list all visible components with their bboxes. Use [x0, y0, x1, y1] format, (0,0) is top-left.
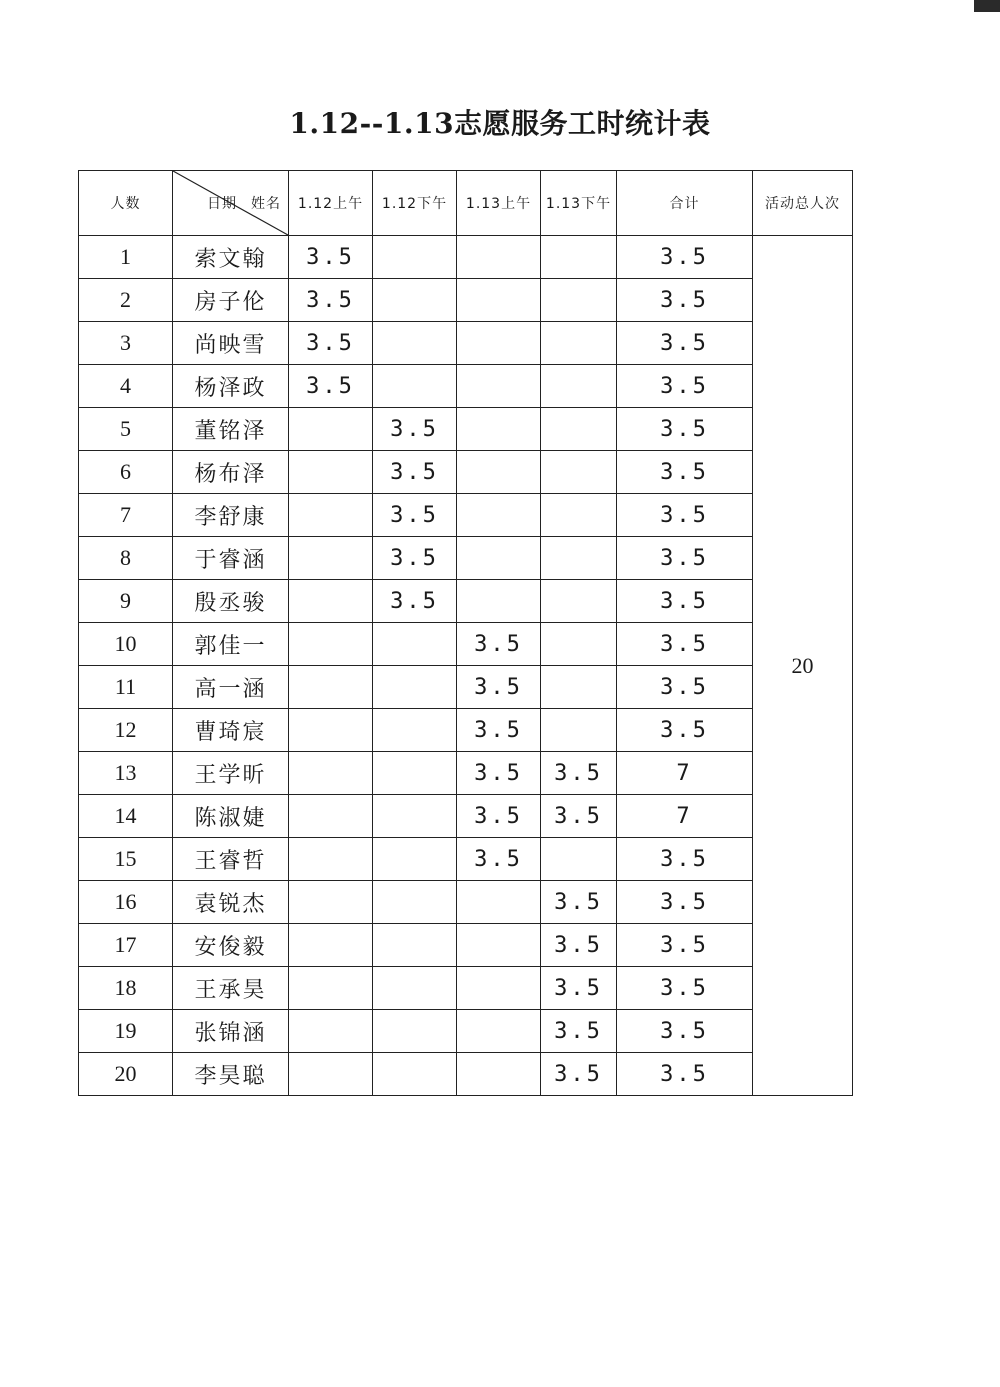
hours-1-13-am: 3.5 [457, 752, 541, 795]
hours-1-13-pm [541, 365, 617, 408]
row-total: 7 [617, 795, 753, 838]
hours-1-13-pm [541, 709, 617, 752]
hours-1-13-am [457, 967, 541, 1010]
hours-1-13-am [457, 494, 541, 537]
volunteer-name: 于睿涵 [173, 537, 289, 580]
hours-1-12-am [289, 494, 373, 537]
table-row [79, 494, 853, 537]
hours-1-13-pm [541, 623, 617, 666]
volunteer-name: 索文翰 [173, 236, 289, 279]
hours-1-13-am: 3.5 [457, 838, 541, 881]
table-row [79, 279, 853, 322]
hours-1-13-pm [541, 408, 617, 451]
hours-1-13-am: 3.5 [457, 795, 541, 838]
volunteer-name: 安俊毅 [173, 924, 289, 967]
hours-1-12-am: 3.5 [289, 365, 373, 408]
hours-1-12-am [289, 451, 373, 494]
hours-1-12-pm [373, 967, 457, 1010]
header-activity-total: 活动总人次 [753, 171, 853, 236]
hours-1-13-pm: 3.5 [541, 924, 617, 967]
volunteer-name: 张锦涵 [173, 1010, 289, 1053]
row-number: 7 [79, 494, 173, 537]
volunteer-name: 李舒康 [173, 494, 289, 537]
hours-1-12-am [289, 408, 373, 451]
header-total: 合计 [617, 171, 753, 236]
hours-1-12-am [289, 924, 373, 967]
hours-1-13-pm [541, 494, 617, 537]
hours-1-13-pm: 3.5 [541, 1053, 617, 1096]
row-number: 4 [79, 365, 173, 408]
hours-1-13-pm: 3.5 [541, 881, 617, 924]
table-row [79, 408, 853, 451]
hours-1-13-am [457, 1010, 541, 1053]
row-total: 3.5 [617, 279, 753, 322]
hours-1-12-pm [373, 924, 457, 967]
row-total: 3.5 [617, 623, 753, 666]
hours-1-12-pm [373, 838, 457, 881]
hours-1-13-am [457, 365, 541, 408]
hours-1-12-pm [373, 752, 457, 795]
table-row [79, 1053, 853, 1096]
hours-1-13-pm: 3.5 [541, 1010, 617, 1053]
row-number: 16 [79, 881, 173, 924]
hours-1-12-pm: 3.5 [373, 408, 457, 451]
row-number: 14 [79, 795, 173, 838]
row-total: 3.5 [617, 537, 753, 580]
row-total: 3.5 [617, 666, 753, 709]
volunteer-name: 郭佳一 [173, 623, 289, 666]
hours-1-13-am [457, 279, 541, 322]
header-row [79, 171, 853, 236]
header-date: 日期 [207, 196, 237, 212]
scan-edge-mark [974, 0, 1000, 12]
volunteer-name: 殷丞骏 [173, 580, 289, 623]
table-row [79, 236, 853, 279]
row-number: 9 [79, 580, 173, 623]
hours-1-13-pm [541, 537, 617, 580]
row-number: 12 [79, 709, 173, 752]
row-number: 20 [79, 1053, 173, 1096]
hours-1-12-am [289, 838, 373, 881]
header-session-3: 1.13上午 [457, 171, 541, 236]
hours-1-12-pm [373, 795, 457, 838]
hours-1-13-am [457, 322, 541, 365]
row-number: 17 [79, 924, 173, 967]
hours-1-12-am [289, 709, 373, 752]
table-row [79, 623, 853, 666]
hours-1-13-pm [541, 580, 617, 623]
hours-1-13-pm: 3.5 [541, 967, 617, 1010]
table-row [79, 451, 853, 494]
hours-1-13-pm: 3.5 [541, 795, 617, 838]
volunteer-name: 房子伦 [173, 279, 289, 322]
hours-1-13-am [457, 1053, 541, 1096]
volunteer-name: 曹琦宸 [173, 709, 289, 752]
table-row [79, 795, 853, 838]
hours-1-13-am [457, 881, 541, 924]
volunteer-name: 董铭泽 [173, 408, 289, 451]
hours-1-13-am: 3.5 [457, 666, 541, 709]
hours-1-13-pm [541, 279, 617, 322]
hours-1-13-am: 3.5 [457, 623, 541, 666]
hours-1-12-am [289, 967, 373, 1010]
hours-1-12-am: 3.5 [289, 236, 373, 279]
row-total: 3.5 [617, 365, 753, 408]
row-number: 10 [79, 623, 173, 666]
hours-1-12-pm [373, 279, 457, 322]
hours-1-12-am [289, 666, 373, 709]
row-total: 3.5 [617, 709, 753, 752]
hours-1-12-am: 3.5 [289, 322, 373, 365]
row-total: 3.5 [617, 408, 753, 451]
volunteer-name: 王承昊 [173, 967, 289, 1010]
row-number: 19 [79, 1010, 173, 1053]
hours-1-12-am [289, 1010, 373, 1053]
header-date-name [173, 171, 289, 236]
hours-1-12-pm [373, 623, 457, 666]
table-row [79, 709, 853, 752]
hours-1-13-pm [541, 451, 617, 494]
row-total: 7 [617, 752, 753, 795]
row-number: 6 [79, 451, 173, 494]
hours-1-12-pm: 3.5 [373, 537, 457, 580]
volunteer-name: 李昊聪 [173, 1053, 289, 1096]
header-session-4: 1.13下午 [541, 171, 617, 236]
hours-1-12-am [289, 623, 373, 666]
hours-1-13-am [457, 408, 541, 451]
row-number: 15 [79, 838, 173, 881]
hours-1-13-pm [541, 666, 617, 709]
header-count: 人数 [79, 171, 173, 236]
row-total: 3.5 [617, 1010, 753, 1053]
volunteer-name: 陈淑婕 [173, 795, 289, 838]
activity-total-value: 20 [753, 236, 853, 1096]
row-total: 3.5 [617, 967, 753, 1010]
table-row [79, 924, 853, 967]
hours-1-12-am [289, 752, 373, 795]
hours-1-12-pm: 3.5 [373, 451, 457, 494]
table-row [79, 967, 853, 1010]
hours-1-13-pm [541, 838, 617, 881]
hours-1-12-pm: 3.5 [373, 580, 457, 623]
hours-1-12-pm: 3.5 [373, 494, 457, 537]
table-row [79, 881, 853, 924]
table-row [79, 1010, 853, 1053]
row-number: 8 [79, 537, 173, 580]
table-row [79, 580, 853, 623]
table-row [79, 838, 853, 881]
volunteer-name: 杨布泽 [173, 451, 289, 494]
hours-1-12-am [289, 537, 373, 580]
row-number: 18 [79, 967, 173, 1010]
hours-1-12-am: 3.5 [289, 279, 373, 322]
row-number: 1 [79, 236, 173, 279]
table-row [79, 537, 853, 580]
volunteer-name: 高一涵 [173, 666, 289, 709]
hours-1-12-pm [373, 322, 457, 365]
row-total: 3.5 [617, 451, 753, 494]
hours-1-13-pm [541, 322, 617, 365]
row-total: 3.5 [617, 494, 753, 537]
volunteer-name: 王睿哲 [173, 838, 289, 881]
hours-1-12-pm [373, 881, 457, 924]
row-number: 3 [79, 322, 173, 365]
hours-1-13-pm [541, 236, 617, 279]
row-total: 3.5 [617, 580, 753, 623]
hours-1-13-am [457, 537, 541, 580]
header-session-1: 1.12上午 [289, 171, 373, 236]
volunteer-name: 袁锐杰 [173, 881, 289, 924]
row-total: 3.5 [617, 322, 753, 365]
hours-1-13-pm: 3.5 [541, 752, 617, 795]
hours-1-12-pm [373, 1053, 457, 1096]
hours-1-12-pm [373, 1010, 457, 1053]
volunteer-name: 杨泽政 [173, 365, 289, 408]
row-number: 13 [79, 752, 173, 795]
row-number: 5 [79, 408, 173, 451]
row-total: 3.5 [617, 881, 753, 924]
table-row [79, 666, 853, 709]
table-row [79, 322, 853, 365]
hours-1-12-am [289, 881, 373, 924]
header-session-2: 1.12下午 [373, 171, 457, 236]
hours-1-13-am [457, 451, 541, 494]
hours-1-12-am [289, 580, 373, 623]
hours-1-12-am [289, 1053, 373, 1096]
volunteer-name: 尚映雪 [173, 322, 289, 365]
hours-1-13-am [457, 924, 541, 967]
volunteer-name: 王学昕 [173, 752, 289, 795]
hours-1-12-pm [373, 666, 457, 709]
header-name: 姓名 [251, 196, 281, 212]
row-number: 11 [79, 666, 173, 709]
row-total: 3.5 [617, 236, 753, 279]
row-total: 3.5 [617, 924, 753, 967]
table-row [79, 752, 853, 795]
hours-1-13-am [457, 580, 541, 623]
hours-1-12-pm [373, 236, 457, 279]
table-row [79, 365, 853, 408]
hours-1-12-pm [373, 709, 457, 752]
hours-1-13-am [457, 236, 541, 279]
volunteer-hours-table [78, 170, 853, 1096]
row-total: 3.5 [617, 1053, 753, 1096]
hours-1-13-am: 3.5 [457, 709, 541, 752]
row-total: 3.5 [617, 838, 753, 881]
page-title: 1.12--1.13志愿服务工时统计表 [289, 107, 711, 140]
hours-1-12-am [289, 795, 373, 838]
row-number: 2 [79, 279, 173, 322]
hours-1-12-pm [373, 365, 457, 408]
